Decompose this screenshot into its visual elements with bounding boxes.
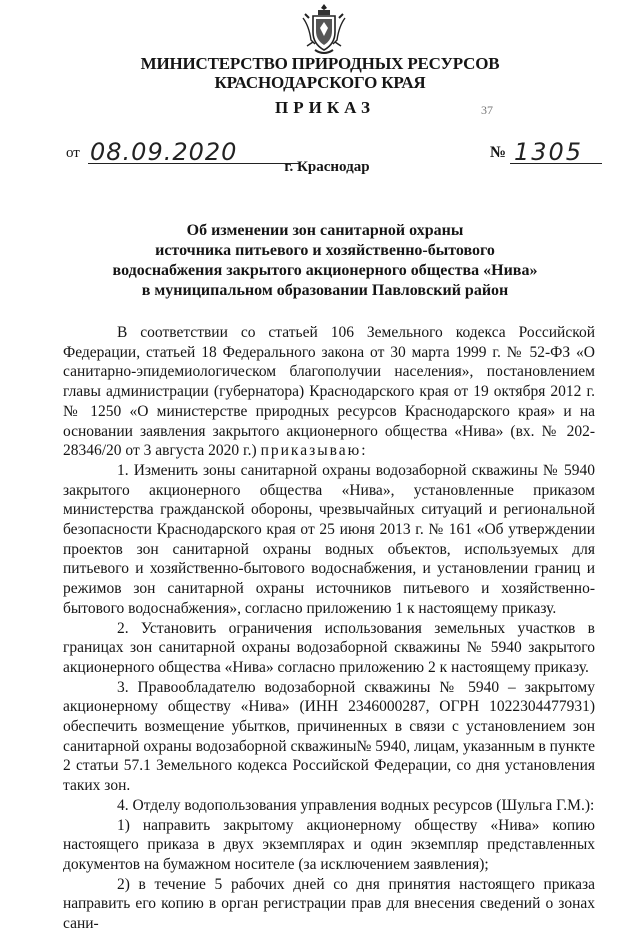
paragraph-item-4-1: 1) направить закрытому акционерному обществу «Нива» копию настоящего приказа в двух экземплярах и один экземпляр представленных документов на бумажном носителе (за исключением заявления); [63,816,595,873]
order-title: ПРИКАЗ [275,98,375,117]
heading-line: Об изменении зон санитарной охраны [186,222,464,239]
coat-of-arms-icon [301,2,347,56]
preamble-paragraph [63,323,595,461]
preamble-text: В соответствии со статьей 106 Земельного кодекса Российской Федерации, статьей 18 Федерального закона от 30 марта 1999 г. № 52-ФЗ «О санитарно-эпидемиологическом благополучии населения», постановлением главы администрации (губернатора) Краснодарского края от 19 октября 2012 г. № 1250 «О министерстве природных ресурсов Краснодарского края» и на основании заявления закрытого акционерного общества «Нива» (вх. № 202-28346/20 от 3 августа 2020 г.) [63,324,595,460]
order-date: 08.09.2020 [90,138,238,166]
heading-line: водоснабжения закрытого акционерного общества «Нива» [112,262,538,279]
order-body [63,323,595,934]
city: г. Краснодар [284,159,370,175]
paragraph-item-2: 2. Установить ограничения использования земельных участков в границах зон санитарной охраны водозаборной скважины № 5940 закрытого акционерного общества «Нива» согласно приложению 2 к настоящему приказу. [63,619,595,676]
registration-mark: 37 [481,103,493,117]
order-heading [60,221,590,301]
paragraph-item-3: 3. Правообладателю водозаборной скважины № 5940 – закрытому акционерному обществу «Нива» (ИНН 2346000287, ОГРН 1022304477931) обеспечить возмещение убытков, причиненных в связи с установлением зон санитарной охраны водозаборной скважины№ 5940, лицам, указанным в пункте 2 статьи 57.1 Земельного кодекса Российской Федерации, со дня установления таких зон. [63,678,595,795]
number-prefix: № [490,144,507,161]
ministry-line-2: КРАСНОДАРСКОГО КРАЯ [214,73,426,92]
date-prefix: от [66,145,80,161]
paragraph-item-1: 1. Изменить зоны санитарной охраны водозаборной скважины № 5940 закрытого акционерного общества «Нива», установленные приказом министерства гражданской обороны, чрезвычайных ситуаций и региональной безопасности Краснодарского края от 25 июня 2013 г. № 161 «Об утверждении проектов зон санитарной охраны водных объектов, используемых для питьевого и хозяйственно-бытового водоснабжения, и установлении границ и режимов зон санитарной охраны источников питьевого и хозяйственно-бытового водоснабжения», согласно приложению 1 к настоящему приказу. [63,461,595,617]
heading-line: в муниципальном образовании Павловский район [141,282,509,299]
order-word: приказываю: [260,442,368,460]
paragraph-item-4: 4. Отделу водопользования управления водных ресурсов (Шульга Г.М.): [117,796,595,814]
ministry-line-1: МИНИСТЕРСТВО ПРИРОДНЫХ РЕСУРСОВ [140,54,500,73]
ministry-name [0,54,640,92]
paragraph-item-4-2: 2) в течение 5 рабочих дней со дня принятия настоящего приказа направить его копию в орган регистрации прав для внесения сведений о зонах сани- [63,875,595,933]
order-number: 1305 [514,138,584,166]
heading-line: источника питьевого и хозяйственно-бытового [155,242,495,259]
